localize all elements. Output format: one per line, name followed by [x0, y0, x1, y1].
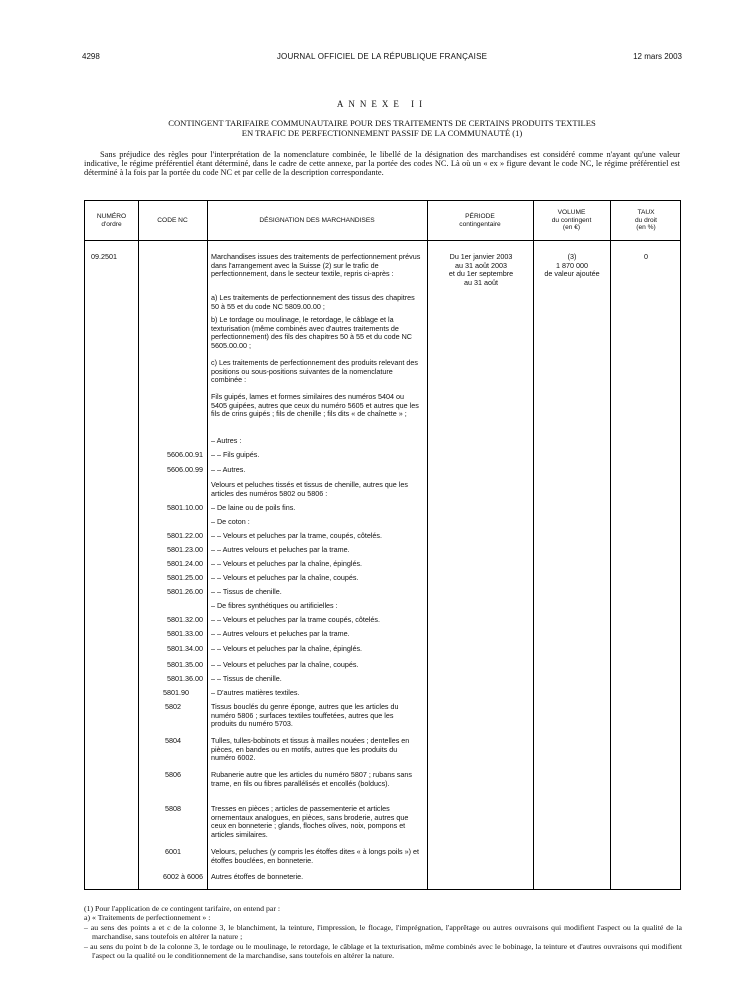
code-nc: 5801.34.00 [167, 644, 203, 653]
goods-description: Autres étoffes de bonneterie. [211, 872, 304, 881]
column-divider [533, 201, 534, 889]
header-taux-line1: TAUX [637, 209, 655, 217]
goods-description: – Autres : [211, 436, 242, 445]
goods-description: – – Autres velours et peluches par la trame. [211, 545, 350, 554]
column-divider [207, 201, 208, 889]
goods-description: Tissus bouclés du genre éponge, autres que les articles du numéro 5806 ; surfaces textiles touffetées, autres que les produits du numéro 5703. [211, 702, 399, 729]
annex-title: ANNEXE II [336, 99, 428, 109]
code-nc: 5806 [165, 770, 181, 779]
goods-description: – De laine ou de poils fins. [211, 503, 296, 512]
goods-description: Fils guipés, lames et formes similaires des numéros 5404 ou 5405 guipées, autres que ceux du numéro 5605 et autres que les fils de crins guipés ; fils de chenille ; fils dits « de chaînette » ; [211, 392, 419, 419]
quota-table [84, 200, 681, 890]
code-nc: 5801.33.00 [167, 629, 203, 638]
code-nc: 5801.24.00 [167, 559, 203, 568]
header-volume [533, 201, 610, 240]
period-line1: Du 1er janvier 2003 [449, 252, 513, 261]
code-nc: 6002 à 6006 [163, 872, 203, 881]
code-nc: 5606.00.99 [167, 465, 203, 474]
period-line2: au 31 août 2003 [455, 260, 507, 270]
code-nc: 5606.00.91 [167, 450, 203, 459]
volume-line3: de valeur ajoutée [544, 269, 600, 279]
goods-description: – – Velours et peluches par la chaîne, coupés. [211, 573, 359, 582]
header-taux-line2: du droit [635, 216, 657, 224]
footnotes [84, 904, 682, 960]
code-nc: 5801.10.00 [167, 503, 203, 512]
goods-description: – De fibres synthétiques ou artificielles : [211, 601, 338, 610]
footnote-1: (1) Pour l'application de ce contingent tarifaire, on entend par : [84, 904, 281, 913]
goods-description: – – Fils guipés. [211, 450, 260, 459]
header-designation: DÉSIGNATION DES MARCHANDISES [259, 216, 375, 224]
goods-description: Marchandises issues des traitements de perfectionnement prévus dans l'arrangement avec la Suisse (2) sur le trafic de perfectionnement, dans le secteur textile, repris ci-après : [211, 252, 421, 279]
code-nc: 5801.36.00 [167, 674, 203, 683]
footnote-a-point-2: – au sens du point b de la colonne 3, le tordage ou le moulinage, le retordage, le câblage et la texturisation, même combinés avec le bobinage, la teinture et d'autres ouvraisons qui modifient l'aspect ou la qualité ou le conditionnement de la marchandise, sans toutefois en altérer la nature. [84, 941, 682, 961]
period-line4: au 31 août [464, 277, 498, 287]
page-header [82, 52, 682, 64]
goods-description: Tresses en pièces ; articles de passementerie et articles ornementaux analogues, en pièces, sans broderie, autres que ceux en bonneterie ; glands, floches olives, noix, pompons et articles similaires. [211, 804, 409, 839]
header-numero [85, 201, 138, 240]
goods-description: b) Le tordage ou moulinage, le retordage, le câblage et la texturisation (même combinés avec d'autres traitements de perfectionnement) des fils des chapitres 50 à 55 et du code NC 5605.00.00 ; [211, 315, 412, 350]
goods-description: – – Velours et peluches par la chaîne, coupés. [211, 660, 359, 669]
publication-date: 12 mars 2003 [633, 52, 682, 61]
goods-description: – – Velours et peluches par la chaîne, épinglés. [211, 644, 363, 653]
code-nc: 5802 [165, 702, 181, 711]
header-periode [427, 201, 533, 240]
goods-description: – D'autres matières textiles. [211, 688, 300, 697]
quota-volume [535, 253, 609, 279]
code-nc: 5801.32.00 [167, 615, 203, 624]
goods-description: Tulles, tulles-bobinots et tissus à mailles nouées ; dentelles en pièces, en bandes ou en motifs, autres que les produits du numéro 6002. [211, 736, 410, 763]
order-number: 09.2501 [91, 252, 117, 261]
subtitle-line-2: EN TRAFIC DE PERFECTIONNEMENT PASSIF DE LA COMMUNAUTÉ (1) [241, 128, 523, 138]
goods-description: – – Velours et peluches par la chaîne, épinglés. [211, 559, 363, 568]
header-taux [610, 201, 682, 240]
goods-description: – – Velours et peluches par la trame coupés, côtelés. [211, 615, 381, 624]
footnote-a-point-1: – au sens des points a et c de la colonne 3, le blanchiment, la teinture, l'impression, le flocage, l'imprégnation, l'apprêtage ou autres ouvraisons qui modifient l'aspect ou la qualité de la marchandise, sans toutefois en altérer la nature ; [84, 922, 682, 942]
page-number: 4298 [82, 52, 100, 61]
header-periode-line2: contingentaire [459, 220, 501, 228]
subtitle-line-1: CONTINGENT TARIFAIRE COMMUNAUTAIRE POUR DES TRAITEMENTS DE CERTAINS PRODUITS TEXTILES [168, 118, 596, 128]
header-periode-line1: PÉRIODE [465, 212, 495, 220]
goods-description: – De coton : [211, 517, 250, 526]
header-volume-line3: (en €) [562, 224, 581, 232]
goods-description: Velours et peluches tissés et tissus de chenille, autres que les articles des numéros 5802 ou 5806 : [211, 480, 408, 498]
duty-rate: 0 [644, 252, 648, 261]
header-code-nc: CODE NC [157, 216, 188, 224]
code-nc: 5801.90 [163, 688, 189, 697]
goods-description: – – Autres. [211, 465, 246, 474]
goods-description: Rubanerie autre que les articles du numéro 5807 ; rubans sans trame, en fils ou fibres parallélisés et encollés (bolducs). [211, 770, 412, 788]
code-nc: 5801.25.00 [167, 573, 203, 582]
code-nc: 5801.23.00 [167, 545, 203, 554]
goods-description: Velours, peluches (y compris les étoffes dites « à longs poils ») et étoffes bouclées, en bonneterie. [211, 847, 420, 865]
period-line3: et du 1er septembre [448, 269, 514, 279]
goods-description: – – Tissus de chenille. [211, 587, 282, 596]
code-nc: 5804 [165, 736, 181, 745]
header-numero-line1: NUMÉRO [96, 212, 127, 220]
volume-line1: (3) [567, 252, 577, 261]
volume-line2: 1 870 000 [556, 260, 588, 270]
code-nc: 6001 [165, 847, 181, 856]
column-divider [138, 201, 139, 889]
goods-description: – – Autres velours et peluches par la trame. [211, 629, 350, 638]
goods-description: c) Les traitements de perfectionnement des produits relevant des positions ou sous-positions suivantes de la nomenclature combinée : [211, 358, 418, 385]
header-taux-line3: (en %) [636, 224, 656, 232]
code-nc: 5801.26.00 [167, 587, 203, 596]
header-volume-line1: VOLUME [557, 209, 586, 217]
goods-description: – – Velours et peluches par la trame, coupés, côtelés. [211, 531, 383, 540]
code-nc: 5808 [165, 804, 181, 813]
goods-description: a) Les traitements de perfectionnement des tissus des chapitres 50 à 55 et du code NC 5809.00.00 ; [211, 293, 415, 311]
column-divider [610, 201, 611, 889]
code-nc: 5801.35.00 [167, 660, 203, 669]
intro-paragraph: Sans préjudice des règles pour l'interprétation de la nomenclature combinée, le libellé de la désignation des marchandises est considéré comme n'ayant qu'une valeur indicative, le régime préférentiel étant déterminé, dans le cadre de cette annexe, par la portée des codes NC. Là où un « ex » figure devant le code NC, le régime préférentiel est déterminé à la fois par la portée du code NC et par celle de la description correspondante. [84, 150, 680, 178]
quota-period [431, 253, 531, 287]
header-divider [85, 240, 680, 241]
code-nc: 5801.22.00 [167, 531, 203, 540]
header-numero-line2: d'ordre [101, 220, 122, 228]
header-volume-line2: du contingent [551, 216, 592, 224]
annex-subtitle [82, 118, 682, 138]
footnote-a: a) « Traitements de perfectionnement » : [84, 913, 211, 923]
journal-title: JOURNAL OFFICIEL DE LA RÉPUBLIQUE FRANÇAISE [276, 52, 488, 61]
goods-description: – – Tissus de chenille. [211, 674, 282, 683]
column-divider [427, 201, 428, 889]
